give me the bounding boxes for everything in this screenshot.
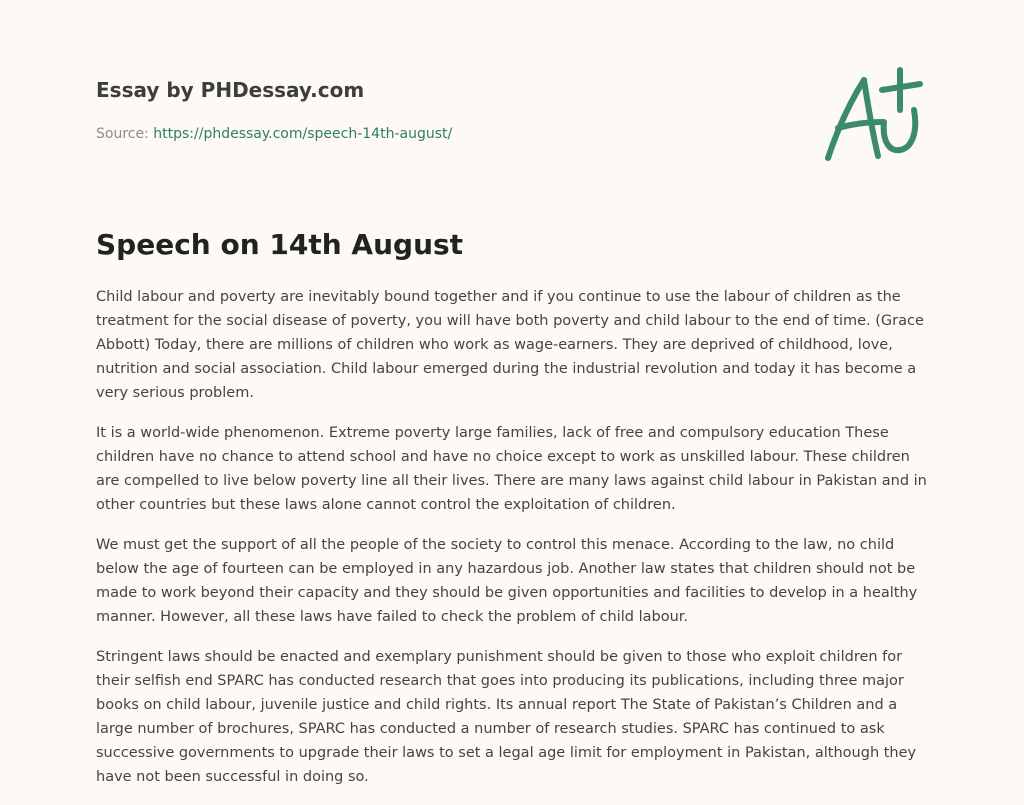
paragraph: It is a world-wide phenomenon. Extreme poverty large families, lack of free and compulsory education These children have no chance to attend school and have no choice except to work as unskilled labour. These children are compelled to live below poverty line all their lives. There are many laws against child labour in Pakistan and in other countries but these laws alone cannot control the exploitation of children. xyxy=(96,425,927,513)
paragraph: We must get the support of all the people of the society to control this menace. According to the law, no child below the age of fourteen can be employed in any hazardous job. Another law states that children should not be made to work beyond their capacity and they should be given opportunities and facilities to develop in a healthy manner. However, all these laws have failed to check the problem of child labour. xyxy=(96,537,918,625)
source-label: Source: xyxy=(96,126,154,142)
source-line xyxy=(96,124,736,144)
article-body xyxy=(96,285,932,805)
header xyxy=(96,76,736,144)
brand-title: Essay by PHDessay.com xyxy=(96,78,365,102)
paragraph: Stringent laws should be enacted and exemplary punishment should be given to those who exploit children for their selfish end SPARC has conducted research that goes into producing its publications, including three major books on child labour, juvenile justice and child rights. Its annual report The State of Pakistan’s Children and a large number of brochures, SPARC has conducted a number of research studies. SPARC has continued to ask successive governments to upgrade their laws to set a legal age limit for employment in Pakistan, although they have not been successful in doing so. xyxy=(96,649,917,785)
source-link[interactable]: https://phdessay.com/speech-14th-august/ xyxy=(153,126,453,142)
page-title: Speech on 14th August xyxy=(96,228,464,261)
a-plus-logo-icon xyxy=(820,66,930,166)
paragraph: Child labour and poverty are inevitably bound together and if you continue to use the labour of children as the treatment for the social disease of poverty, you will have both poverty and child labour to the end of time. (Grace Abbott) Today, there are millions of children who work as wage-earners. They are deprived of childhood, love, nutrition and social association. Child labour emerged during the industrial revolution and today it has become a very serious problem. xyxy=(96,289,924,401)
